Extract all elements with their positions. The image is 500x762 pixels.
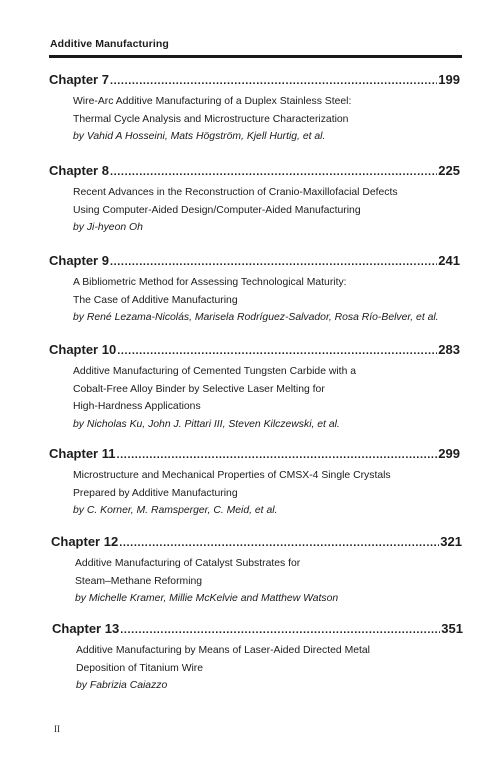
dot-leader <box>116 449 437 461</box>
chapter-authors: by René Lezama-Nicolás, Marisela Rodríguez-Salvador, Rosa Río-Belver, et al. <box>73 312 439 324</box>
chapter-authors: by Michelle Kramer, Millie McKelvie and Matthew Watson <box>75 593 339 605</box>
chapter-label: Chapter 13 <box>52 621 120 636</box>
chapter-line <box>49 253 460 271</box>
chapter-label: Chapter 11 <box>49 446 116 461</box>
chapter-line <box>51 534 462 552</box>
chapter-label: Chapter 8 <box>49 163 109 178</box>
chapter-title-line: Deposition of Titanium Wire <box>76 662 204 674</box>
chapter-authors: by C. Korner, M. Ramsperger, C. Meid, et al. <box>73 505 278 517</box>
chapter-description <box>73 467 460 520</box>
dot-leader <box>119 537 439 549</box>
chapter-label: Chapter 9 <box>49 253 109 268</box>
chapter-title-line: Recent Advances in the Reconstruction of Cranio-Maxillofacial Defects <box>73 187 398 198</box>
chapter-title-line: Additive Manufacturing of Cemented Tungsten Carbide with a <box>73 366 357 377</box>
page-folio: II <box>54 724 60 734</box>
chapter-line <box>49 342 460 360</box>
chapter-title-line: Cobalt-Free Alloy Binder by Selective Laser Melting for <box>73 383 325 395</box>
toc-entry <box>49 446 460 520</box>
toc-entry <box>49 253 460 327</box>
dot-leader <box>110 256 437 268</box>
chapter-title-line: Prepared by Additive Manufacturing <box>73 487 238 499</box>
chapter-authors: by Nicholas Ku, John J. Pittari III, Steven Kilczewski, et al. <box>73 418 340 430</box>
chapter-page-number: 225 <box>438 163 460 178</box>
chapter-title-line: Microstructure and Mechanical Properties of CMSX-4 Single Crystals <box>73 470 391 481</box>
chapter-description <box>73 184 460 237</box>
chapter-title-line: Using Computer-Aided Design/Computer-Aided Manufacturing <box>73 204 361 216</box>
chapter-title-line: Additive Manufacturing by Means of Laser-Aided Directed Metal <box>76 645 370 656</box>
chapter-page-number: 299 <box>438 446 460 461</box>
chapter-page-number: 199 <box>438 72 460 87</box>
toc-entry <box>49 72 460 146</box>
header-rule <box>49 55 462 58</box>
toc-entry <box>49 342 460 433</box>
chapter-title-line: The Case of Additive Manufacturing <box>73 294 238 306</box>
chapter-page-number: 241 <box>438 253 460 268</box>
chapter-title-line: Wire-Arc Additive Manufacturing of a Duplex Stainless Steel: <box>73 96 352 107</box>
dot-leader <box>117 345 437 357</box>
dot-leader <box>110 166 437 178</box>
chapter-title-line: High-Hardness Applications <box>73 401 201 413</box>
running-header: Additive Manufacturing <box>50 38 169 50</box>
toc-entry <box>51 534 462 608</box>
chapter-title-line: Thermal Cycle Analysis and Microstructure Characterization <box>73 113 349 125</box>
chapter-title-line: A Bibliometric Method for Assessing Technological Maturity: <box>73 277 347 288</box>
chapter-description <box>73 93 460 146</box>
chapter-page-number: 283 <box>438 342 460 357</box>
dot-leader <box>120 624 440 636</box>
chapter-authors: by Vahid A Hosseini, Mats Högström, Kjell Hurtig, et al. <box>73 131 326 143</box>
toc-entry <box>49 163 460 237</box>
chapter-description <box>73 274 460 327</box>
chapter-description <box>75 555 462 608</box>
chapter-description <box>73 363 460 433</box>
chapter-authors: by Fabrizia Caiazzo <box>76 680 168 692</box>
chapter-page-number: 351 <box>441 621 463 636</box>
chapter-line <box>49 446 460 464</box>
chapter-line <box>52 621 463 639</box>
toc-entry <box>52 621 463 695</box>
chapter-description <box>76 642 463 695</box>
chapter-line <box>49 163 460 181</box>
dot-leader <box>110 75 437 87</box>
chapter-label: Chapter 7 <box>49 72 109 87</box>
chapter-title-line: Additive Manufacturing of Catalyst Substrates for <box>75 558 301 569</box>
chapter-label: Chapter 10 <box>49 342 117 357</box>
chapter-authors: by Ji-hyeon Oh <box>73 222 143 234</box>
chapter-page-number: 321 <box>440 534 462 549</box>
chapter-label: Chapter 12 <box>51 534 119 549</box>
chapter-title-line: Steam–Methane Reforming <box>75 575 203 587</box>
chapter-line <box>49 72 460 90</box>
